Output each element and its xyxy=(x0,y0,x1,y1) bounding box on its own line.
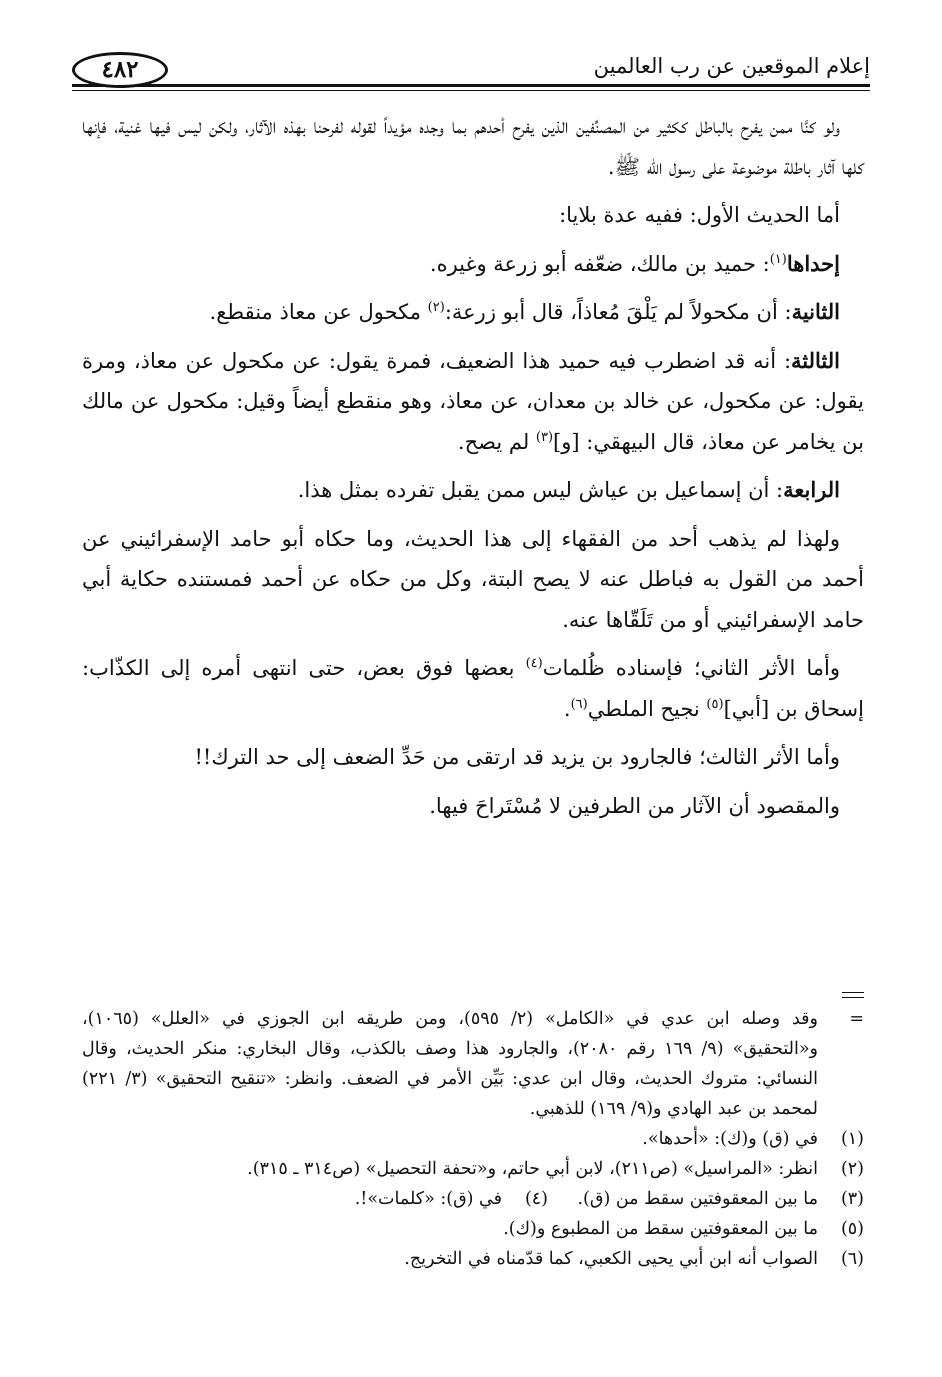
page-number: ٤٨٢ xyxy=(72,52,168,88)
point-label: الرابعة xyxy=(783,477,840,502)
paragraph: أما الحديث الأول: ففيه عدة بلايا: xyxy=(559,203,840,227)
header-rule xyxy=(72,84,870,87)
header-rule-thin xyxy=(72,90,870,91)
paragraph: الثانية: أن مكحولاً لم يَلْقَ مُعاذاً، قال أبو زرعة:$^{(٢)}$ مكحول عن معاذ منقطع. xyxy=(209,299,840,324)
point-label: الثانية xyxy=(791,299,840,324)
page-header xyxy=(72,44,870,96)
book-title: إعلام الموقعين عن رب العالمين xyxy=(593,54,870,78)
paragraph: الرابعة: أن إسماعيل بن عياش ليس ممن يقبل تفرده بمثل هذا. xyxy=(297,477,840,502)
footnote-ref: (٢) xyxy=(427,300,445,315)
footnote: (٥) ما بين المعقوفتين سقط من المطبوع و(ك). xyxy=(503,1219,864,1239)
footnote-ref: (١) xyxy=(769,251,787,267)
footnote-ref: (٣) xyxy=(535,429,554,445)
footnote-ref: (٥) xyxy=(706,696,724,712)
footnote-ref: (٦) xyxy=(570,696,588,712)
paragraph: ولو كنَّا ممن يفرح بالباطل ككثير من المصنِّفين الذين يفرح أحدهم بما وجده مؤيداً لقوله لفرحنا بهذه الآثار، ولكن ليس فيها غنية، فإنها كلها آثار باطلة موضوعة على رسول الله ﷺ. xyxy=(82,114,864,179)
footnote-continued: = وقد وصله ابن عدي في «الكامل» (٢/ ٥٩٥)، ومن طريقه ابن الجوزي في «العلل» (١٠٦٥)، و«التحقيق» (٩/ ١٦٩ رقم ٢٠٨٠)، والجارود هذا وصف بالكذب، وقال البخاري: منكر الحديث، وقال النسائي: متروك الحديث، وقال ابن عدي: بَيِّن الأمر في الضعف. وانظر: «تنقيح التحقيق» (٣/ ٢٢١) لمحمد بن عبد الهادي و(٩/ ١٦٩) للذهبي. xyxy=(82,1004,864,1124)
footnote-pair: (٣) ما بين المعقوفتين سقط من (ق). (٤) في (ق): «كلمات»!. xyxy=(354,1189,864,1209)
point-label: الثالثة xyxy=(791,347,840,373)
paragraph: ولهذا لم يذهب أحد من الفقهاء إلى هذا الحديث، وما حكاه أبو حامد الإسفرائيني عن أحمد من القول به فباطل عنه لا يصح البتة، وكل من حكاه عن أحمد فمستنده حكاية أبي حامد الإسفرائيني أو من تَلَقّاها عنه. xyxy=(82,526,864,632)
paragraph: وأما الأثر الثاني؛ فإسناده ظُلمات$^{(٤)}$ بعضها فوق بعض، حتى انتهى أمره إلى الكذّاب: إسحاق بن [أبي]$^{(٥)}$ نجيح الملطي$^{(٦)}$. xyxy=(82,656,864,721)
paragraph: والمقصود أن الآثار من الطرفين لا مُسْتَراحَ فيها. xyxy=(429,793,840,818)
main-text xyxy=(82,106,864,826)
footnote: (٢) انظر: «المراسيل» (ص٢١١)، لابن أبي حاتم، و«تحفة التحصيل» (ص٣١٤ ـ ٣١٥). xyxy=(247,1159,864,1179)
paragraph: إحداها$^{(١)}$: حميد بن مالك، ضعّفه أبو زرعة وغيره. xyxy=(429,250,840,276)
footnote-ref: (٤) xyxy=(525,656,543,671)
footnote: (٦) الصواب أنه ابن أبي يحيى الكعبي، كما قدّمناه في التخريج. xyxy=(404,1249,864,1269)
point-label: إحداها xyxy=(786,250,840,276)
paragraph: الثالثة: أنه قد اضطرب فيه حميد هذا الضعيف، فمرة يقول: عن مكحول عن معاذ، ومرة يقول: عن مكحول، عن خالد بن معدان، عن معاذ، وهو منقطع أيضاً وقيل: مكحول عن مالك بن يخامر عن معاذ، قال البيهقي: [و]$^{(٣)}$ لم يصح. xyxy=(82,347,864,454)
footnotes xyxy=(82,1004,864,1274)
footnote: (١) في (ق) و(ك): «أحدها». xyxy=(642,1129,864,1149)
continuation-mark: = xyxy=(849,1009,864,1029)
paragraph: وأما الأثر الثالث؛ فالجارود بن يزيد قد ارتقى من حَدِّ الضعف إلى حد الترك!! xyxy=(194,745,840,769)
